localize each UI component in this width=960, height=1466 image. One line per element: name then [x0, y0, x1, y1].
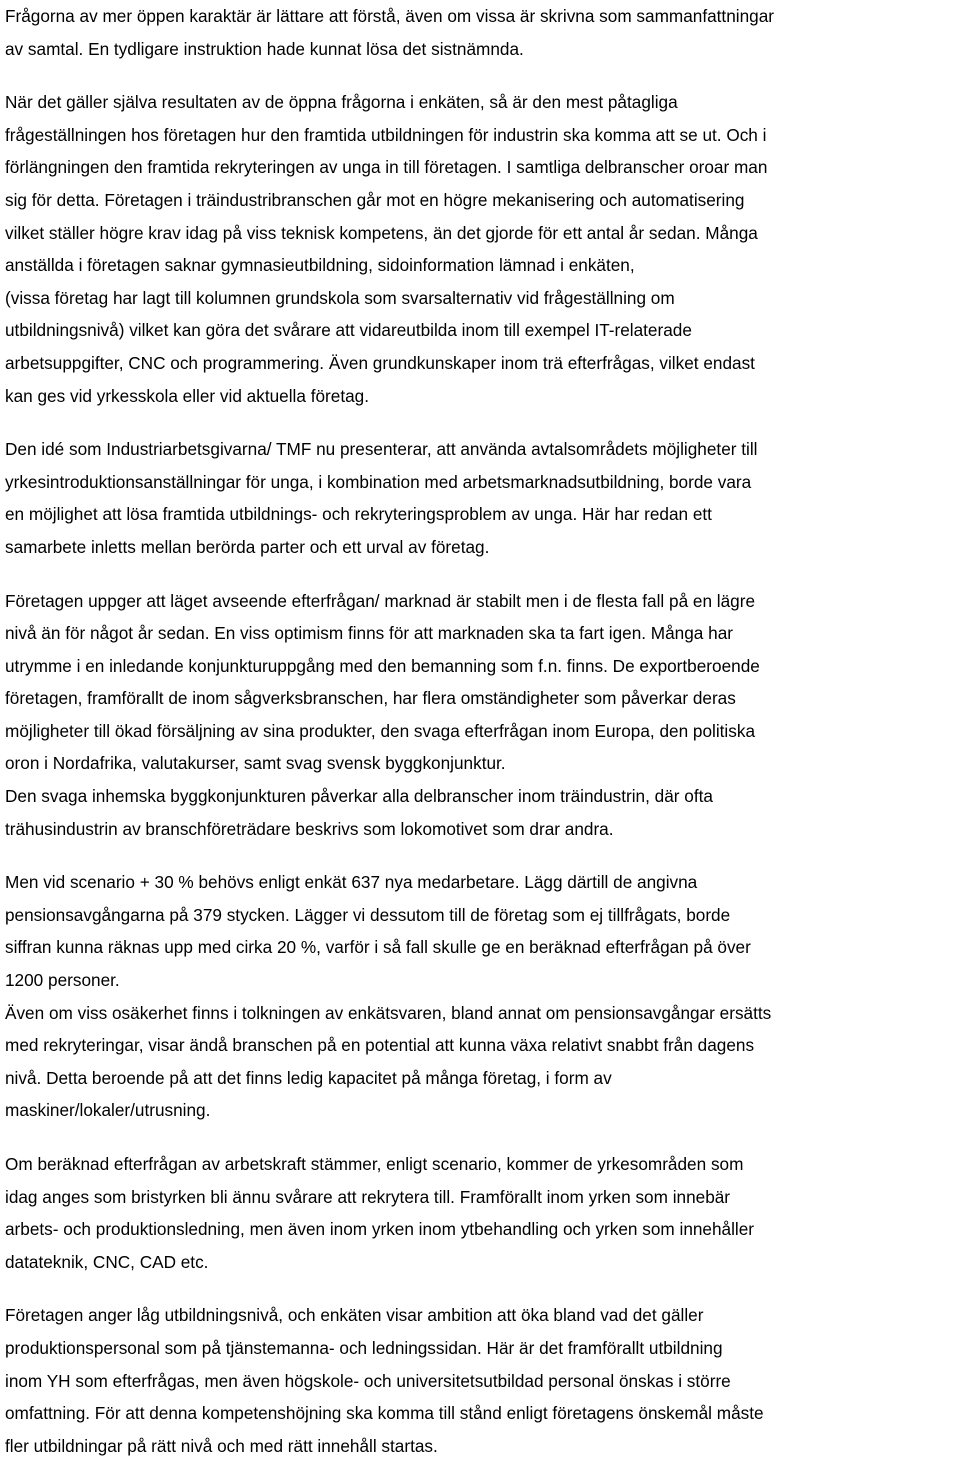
paragraph-gap [5, 1278, 960, 1299]
paragraph-gap [5, 65, 960, 86]
text-line: möjligheter till ökad försäljning av sina produkter, den svaga efterfrågan inom Europa, den politiska [5, 720, 755, 741]
text-line: trähusindustrin av branschföreträdare beskrivs som lokomotivet som drar andra. [5, 818, 614, 839]
text-line: arbets- och produktionsledning, men även inom yrken inom ytbehandling och yrken som innehåller [5, 1219, 755, 1240]
paragraph-gap [5, 564, 960, 585]
text-line: sig för detta. Företagen i träindustribranschen går mot en högre mekanisering och automatisering [5, 189, 745, 210]
text-line: vilket ställer högre krav idag på viss teknisk kompetens, än det gjorde för ett antal år sedan. Många [5, 222, 758, 243]
text-line: anställda i företagen saknar gymnasieutbildning, sidoinformation lämnad i enkäten, [5, 255, 635, 276]
text-line: 1200 personer. [5, 970, 120, 991]
text-line: samarbete inletts mellan berörda parter och ett urval av företag. [5, 536, 490, 557]
text-line: fler utbildningar på rätt nivå och med rätt innehåll startas. [5, 1435, 438, 1456]
text-line: idag anges som bristyrken bli ännu svårare att rekrytera till. Framförallt inom yrken som innebär [5, 1186, 731, 1207]
document-body [5, 0, 960, 1462]
text-line: en möjlighet att lösa framtida utbildnings- och rekryteringsproblem av unga. Här har redan ett [5, 504, 712, 525]
text-line: nivå. Detta beroende på att det finns ledig kapacitet på många företag, i form av [5, 1067, 612, 1088]
text-line: oron i Nordafrika, valutakurser, samt svag svensk byggkonjunktur. [5, 753, 506, 774]
text-line: nivå än för något år sedan. En viss optimism finns för att marknaden ska ta fart igen. Många har [5, 623, 733, 644]
text-line: frågeställningen hos företagen hur den framtida utbildningen för industrin ska komma att se ut. Och i [5, 124, 767, 145]
paragraph [5, 1148, 960, 1278]
text-line: yrkesintroduktionsanställningar för unga, i kombination med arbetsmarknadsutbildning, borde vara [5, 471, 752, 492]
text-line: Företagen anger låg utbildningsnivå, och enkäten visar ambition att öka bland vad det gäller [5, 1305, 704, 1326]
paragraph-gap [5, 845, 960, 866]
text-line: maskiner/lokaler/utrusning. [5, 1100, 211, 1121]
text-line: kan ges vid yrkesskola eller vid aktuella företag. [5, 385, 369, 406]
text-line: Om beräknad efterfrågan av arbetskraft stämmer, enligt scenario, kommer de yrkesområden som [5, 1154, 744, 1174]
text-line: Den idé som Industriarbetsgivarna/ TMF nu presenterar, att använda avtalsområdets möjligheter till [5, 439, 758, 460]
paragraph [5, 1299, 960, 1462]
text-line: förlängningen den framtida rekryteringen av unga in till företagen. I samtliga delbranscher oroar man [5, 157, 768, 178]
text-line: Men vid scenario + 30 % behövs enligt enkät 637 nya medarbetare. Lägg därtill de angivna [5, 872, 698, 893]
text-line: arbetsuppgifter, CNC och programmering. Även grundkunskaper inom trä efterfrågas, vilket endast [5, 352, 755, 373]
text-line: av samtal. En tydligare instruktion hade kunnat lösa det sistnämnda. [5, 38, 524, 59]
text-line: inom YH som efterfrågas, men även högskole- och universitetsutbildad personal önskas i större [5, 1370, 731, 1391]
text-line: med rekryteringar, visar ändå branschen på en potential att kunna växa relativt snabbt från dagens [5, 1035, 755, 1056]
text-line: Företagen uppger att läget avseende efterfrågan/ marknad är stabilt men i de flesta fall på en lägre [5, 590, 756, 611]
text-line: När det gäller själva resultaten av de öppna frågorna i enkäten, så är den mest påtagliga [5, 92, 678, 113]
text-line: utrymme i en inledande konjunkturuppgång med den bemanning som f.n. finns. De exportberoende [5, 655, 760, 676]
paragraph [5, 86, 960, 412]
text-line: produktionspersonal som på tjänstemanna- och ledningssidan. Här är det framförallt utbildning [5, 1337, 723, 1358]
text-line: utbildningsnivå) vilket kan göra det svårare att vidareutbilda inom till exempel IT-relaterade [5, 320, 692, 341]
paragraph [5, 866, 960, 1127]
text-line: Frågorna av mer öppen karaktär är lättare att förstå, även om vissa är skrivna som sammanfattningar [5, 6, 774, 26]
text-line: siffran kunna räknas upp med cirka 20 %, varför i så fall skulle ge en beräknad efterfrågan på över [5, 937, 751, 958]
text-line: företagen, framförallt de inom sågverksbranschen, har flera omständigheter som påverkar deras [5, 688, 736, 709]
paragraph-gap [5, 1127, 960, 1148]
text-line: Den svaga inhemska byggkonjunkturen påverkar alla delbranscher inom träindustrin, där ofta [5, 786, 713, 807]
text-line: pensionsavgångarna på 379 stycken. Lägger vi dessutom till de företag som ej tillfrågats, borde [5, 904, 731, 925]
document-page [5, 0, 960, 1466]
text-line: omfattning. För att denna kompetenshöjning ska komma till stånd enligt företagens önskemål måste [5, 1403, 764, 1424]
paragraph [5, 0, 960, 65]
text-line: Även om viss osäkerhet finns i tolkningen av enkätsvaren, bland annat om pensionsavgångar ersätts [5, 1002, 772, 1023]
paragraph [5, 433, 960, 563]
text-line: (vissa företag har lagt till kolumnen grundskola som svarsalternativ vid frågeställning om [5, 287, 675, 308]
paragraph-gap [5, 412, 960, 433]
text-line: datateknik, CNC, CAD etc. [5, 1251, 209, 1272]
paragraph [5, 585, 960, 846]
